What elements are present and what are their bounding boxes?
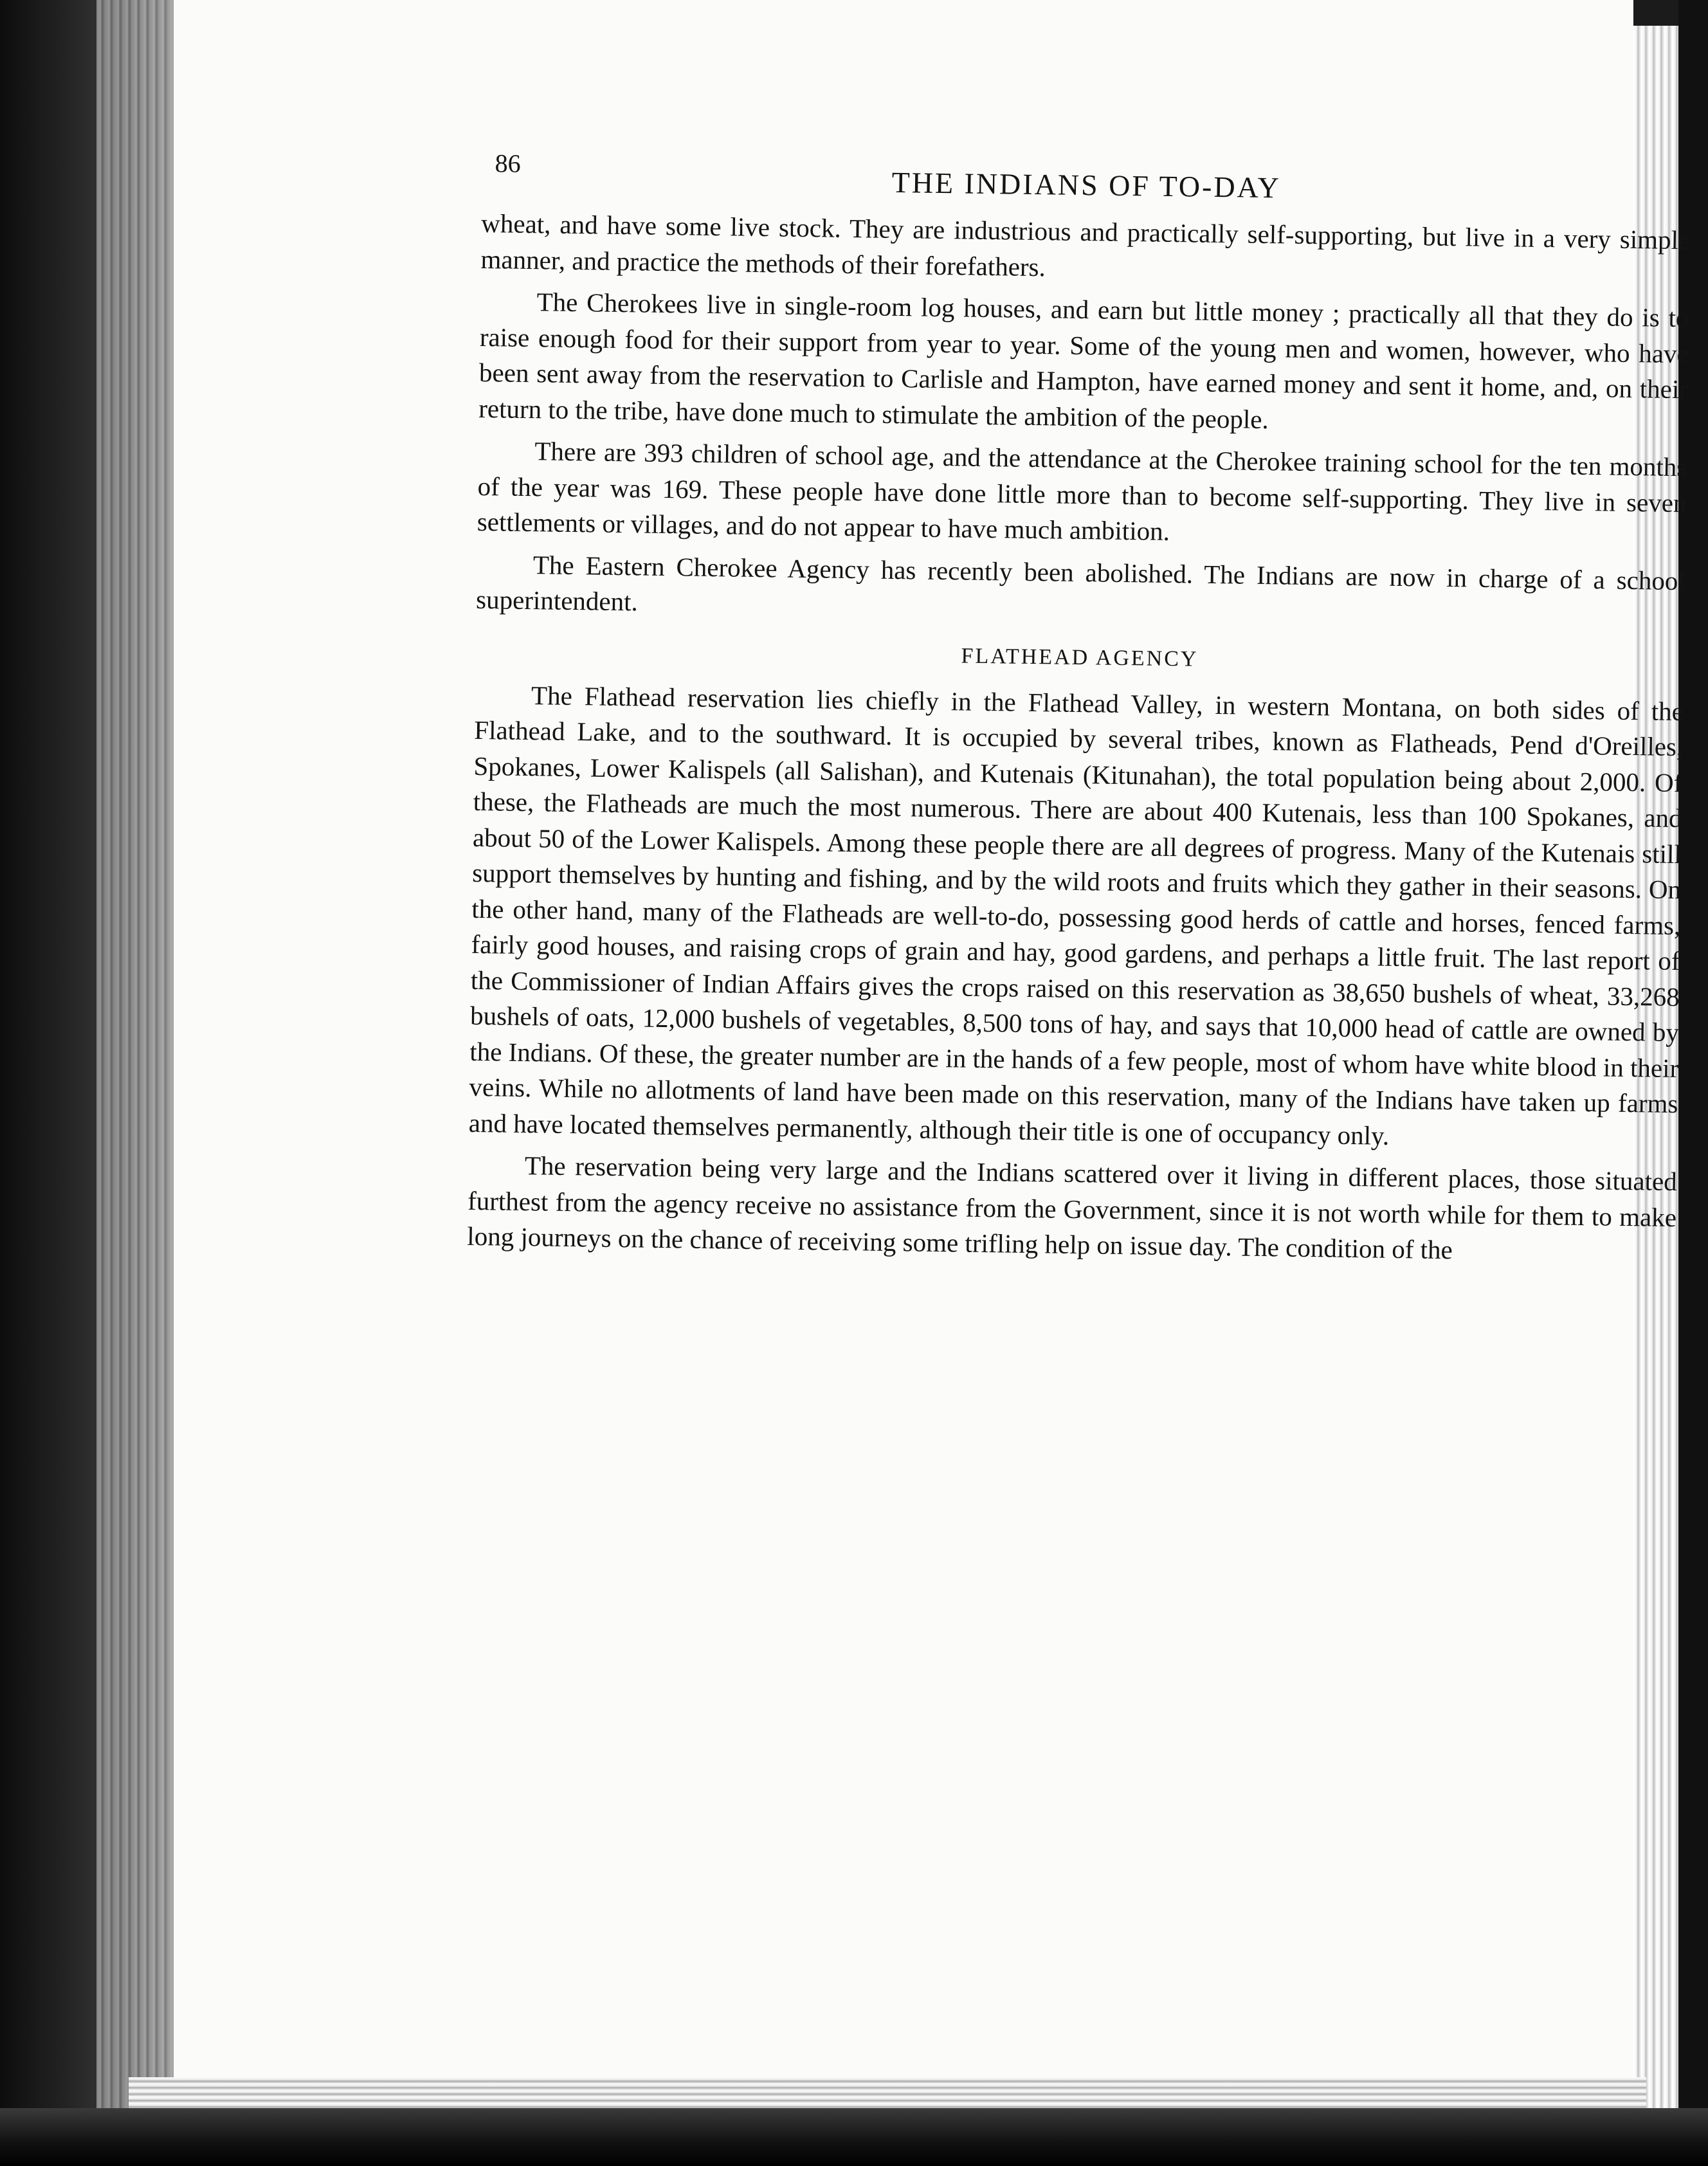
scan-border-bottom	[0, 2108, 1708, 2166]
page-stack-left	[96, 0, 174, 2166]
page-stack-bottom	[129, 2077, 1646, 2108]
page-number: 86	[495, 149, 521, 178]
paragraph: The Eastern Cherokee Agency has recently been abolished. The Indians are now in charge of a school superintendent.	[475, 549, 1686, 617]
paragraph: wheat, and have some live stock. They are industrious and practically self-supporting, but live in a very simple manner, and practice the methods of their forefathers.	[480, 208, 1691, 282]
section-heading: FLATHEAD AGENCY	[961, 643, 1199, 671]
paragraph: The Flathead reservation lies chiefly in the Flathead Valley, in western Montana, on both sides of the Flathead Lake, and to the southward. It is occupied by several tribes, known as Flatheads, Pend d'Oreilles, Spokanes, Lower Kalispels (all Salishan), and Kutenais (Kitunahan), the total population being about 2,000. Of these, the Flatheads are much the most numerous. There are about 400 Kutenais, less than 100 Spokanes, and about 50 of the Lower Kalispels. Among these people there are all degrees of progress. Many of the Kutenais still support themselves by hunting and fishing, and by the wild roots and fruits which they gather in their seasons. On the other hand, many of the Flatheads are well-to-do, possessing good herds of cattle and horses, fenced farms, fairly good houses, and raising crops of grain and hay, good gardens, and perhaps a little fruit. The last report of the Commissioner of Indian Affairs gives the crops raised on this reservation as 38,650 bushels of wheat, 33,268 bushels of oats, 12,000 bushels of vegetables, 8,500 tons of hay, and says that 10,000 head of cattle are owned by the Indians. Of these, the greater number are in the hands of a few people, most of whom have white blood in their veins. While no allotments of land have been made on this reservation, many of the Indians have taken up farms and have located themselves permanently, although their title is one of occupancy only.	[468, 680, 1684, 1151]
paragraph: There are 393 children of school age, and the attendance at the Cherokee training school for the ten months of the year was 169. These people have done little more than to become self-supporting. They live in seven settlements or villages, and do not appear to have much ambition.	[477, 436, 1687, 546]
book-page	[174, 0, 1691, 2077]
running-title: THE INDIANS OF TO-DAY	[891, 165, 1282, 205]
paragraph: The Cherokees live in single-room log houses, and earn but little money ; practically all that they do is to raise enough food for their support from year to year. Some of the young men and women, however, who have been sent away from the reservation to Carlisle and Hampton, have earned money and sent it home, and, on their return to the tribe, have done much to stimulate the ambition of the people.	[478, 287, 1689, 434]
text-block	[467, 148, 1691, 1271]
paragraph: The reservation being very large and the Indians scattered over it living in different places, those situated furthest from the agency receive no assistance from the Government, since it is not worth while for them to make long journeys on the chance of receiving some trifling help on issue day. The condition of the	[467, 1151, 1678, 1265]
